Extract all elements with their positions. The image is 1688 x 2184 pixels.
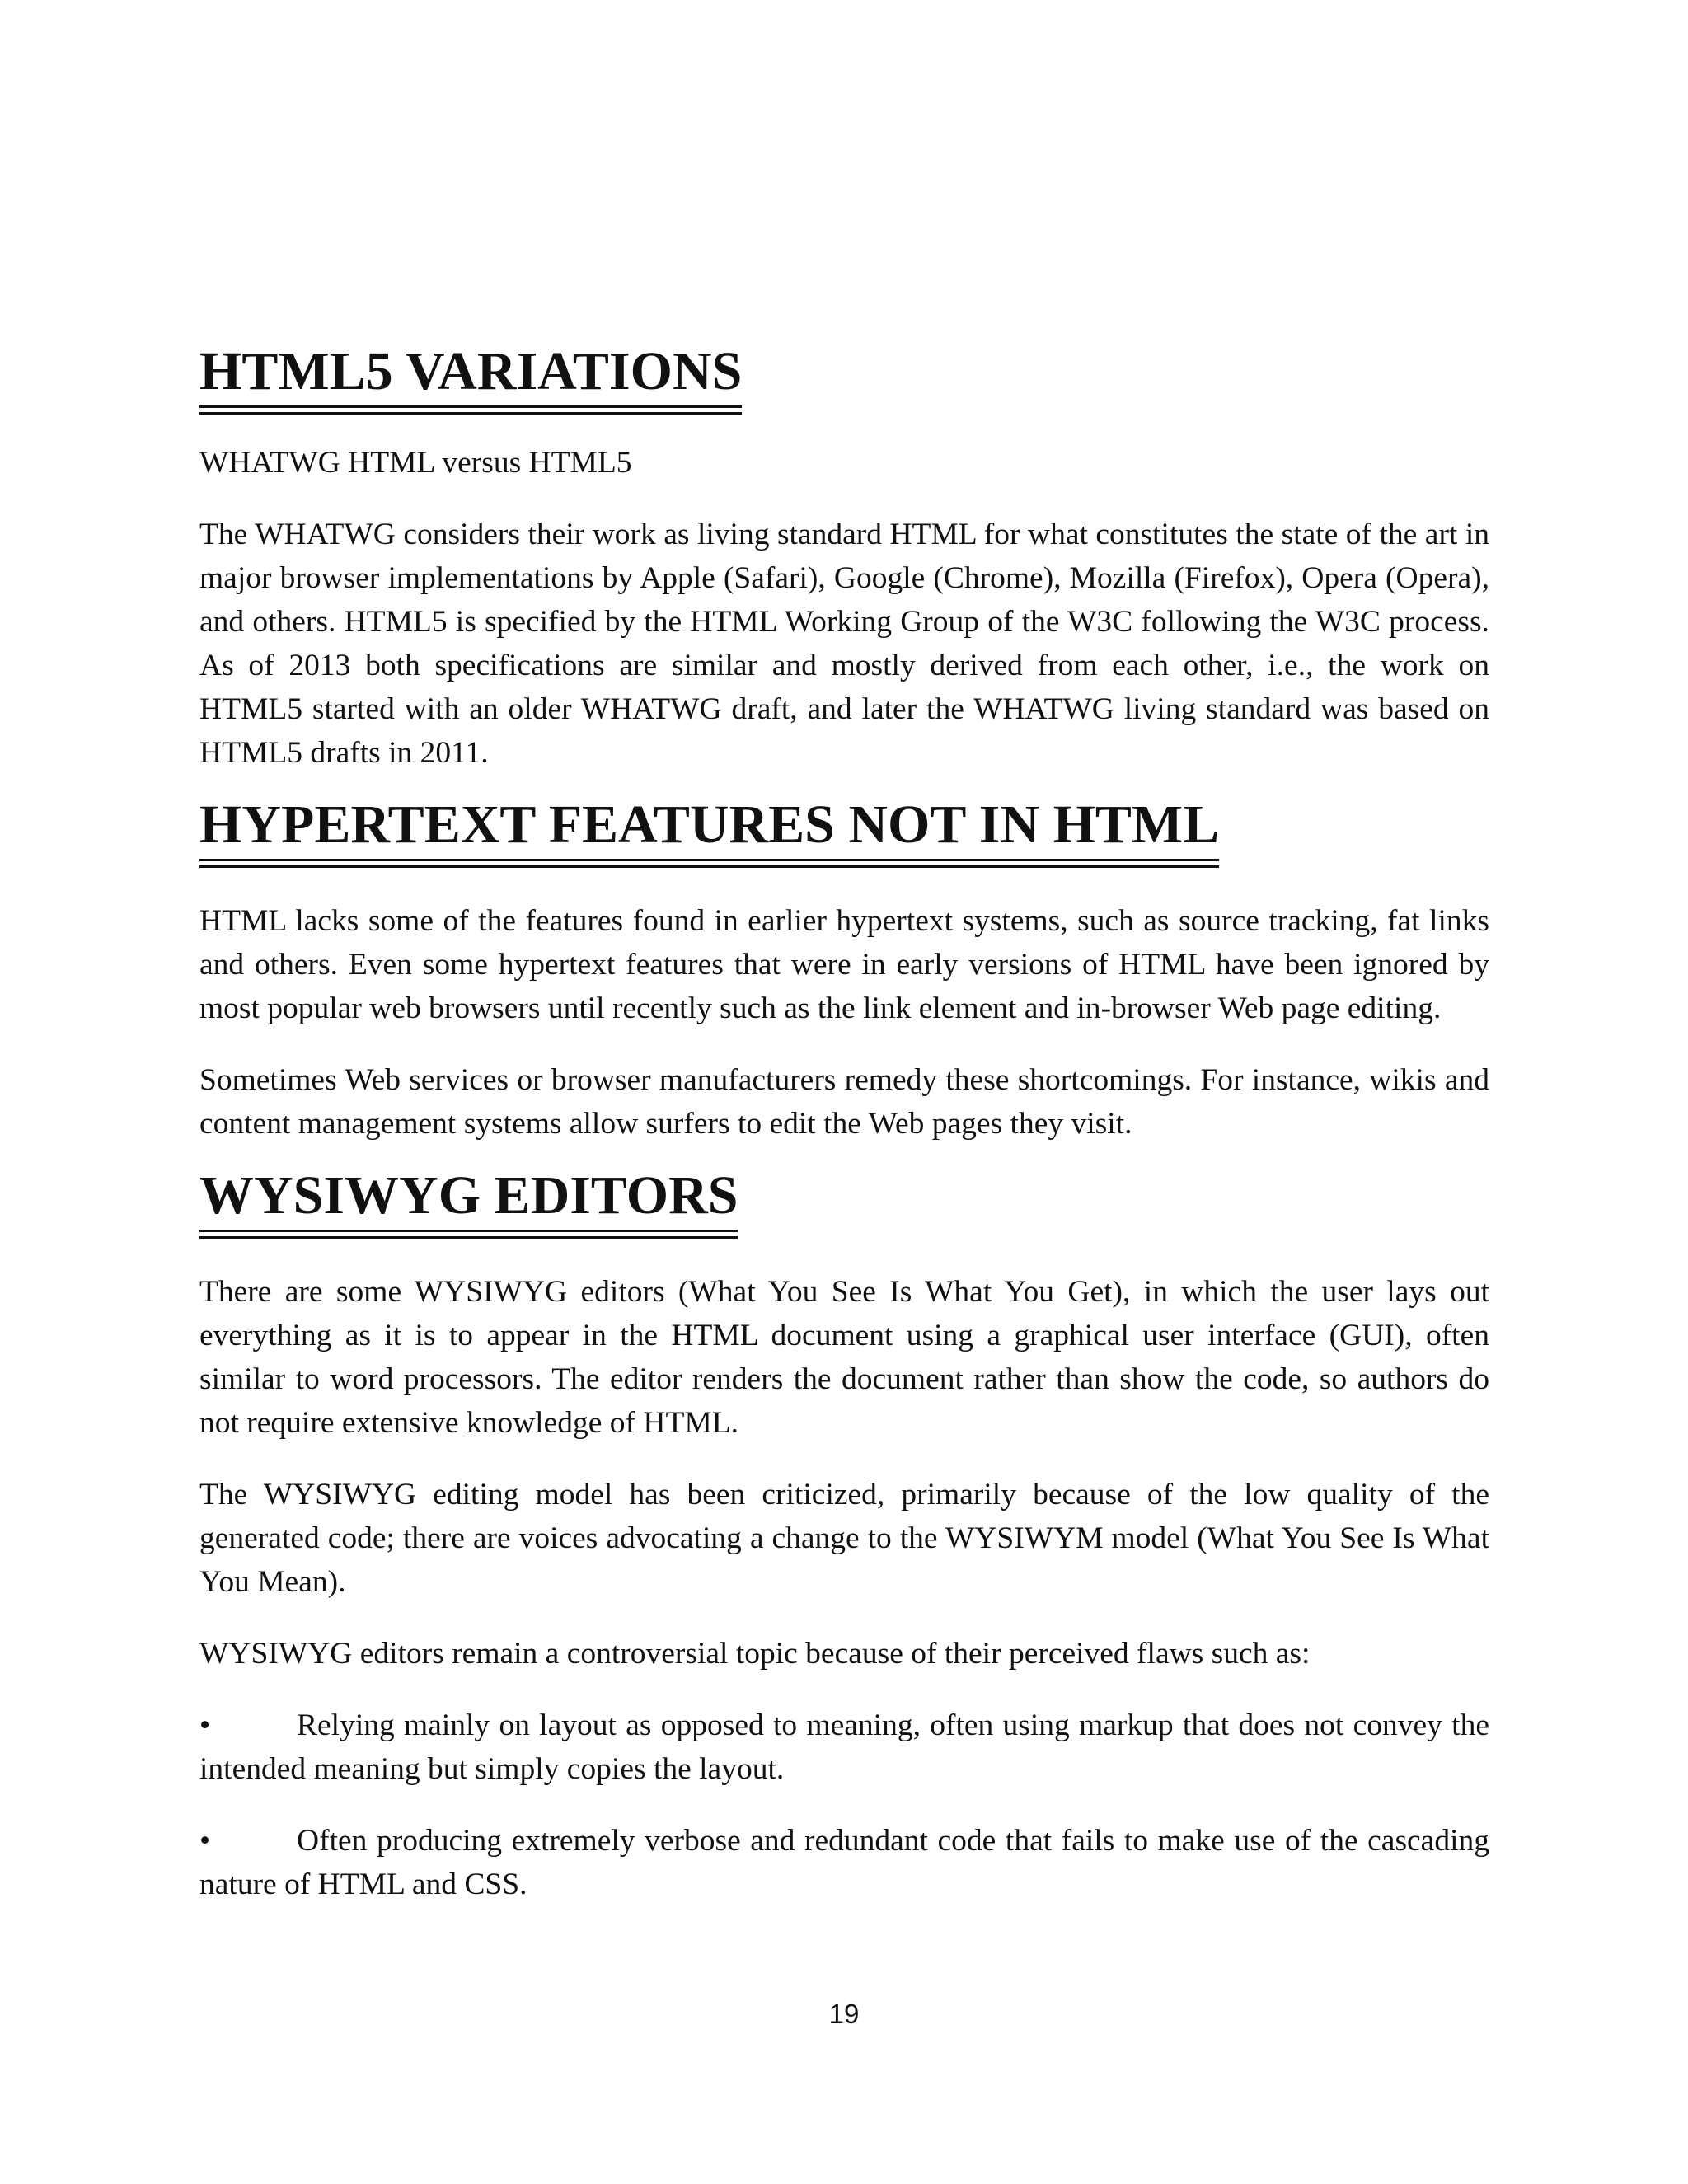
section-heading: HYPERTEXT FEATURES NOT IN HTML	[199, 793, 1219, 861]
body-paragraph: The WHATWG considers their work as living standard HTML for what constitutes the state of the art in major browser implementations by Apple (Safari), Google (Chrome), Mozilla (Firefox), Opera (Opera), and others. HTML5 is specified by the HTML Working Group of the W3C following the W3C process. As of 2013 both specifications are similar and mostly derived from each other, i.e., the work on HTML5 started with an older WHATWG draft, and later the WHATWG living standard was based on HTML5 drafts in 2011.	[199, 518, 1489, 770]
bullet-item	[199, 1819, 1489, 1906]
page-number: 19	[828, 1999, 860, 2029]
bullet-icon: •	[199, 1708, 211, 1742]
body-paragraph: The WYSIWYG editing model has been criticized, primarily because of the low quality of the generated code; there are voices advocating a change to the WYSIWYM model (What You See Is What You Mean).	[199, 1478, 1489, 1599]
bullet-icon: •	[199, 1824, 211, 1858]
body-paragraph: Sometimes Web services or browser manufacturers remedy these shortcomings. For instance, wikis and content management systems allow surfers to edit the Web pages they visit.	[199, 1063, 1489, 1141]
body-paragraph: HTML lacks some of the features found in earlier hypertext systems, such as source tracking, fat links and others. Even some hypertext features that were in early versions of HTML have been ignored by most popular web browsers until recently such as the link element and in-browser Web page editing.	[199, 904, 1489, 1025]
bullet-item	[199, 1704, 1489, 1791]
section-html5-variations	[199, 340, 1489, 408]
section-wysiwyg-editors	[199, 1164, 1489, 1232]
section-hypertext-features	[199, 793, 1489, 861]
section-heading: WYSIWYG EDITORS	[199, 1164, 738, 1232]
body-paragraph: There are some WYSIWYG editors (What You See Is What You Get), in which the user lays out everything as it is to appear in the HTML document using a graphical user interface (GUI), often similar to word processors. The editor renders the document rather than show the code, so authors do not require extensive knowledge of HTML.	[199, 1275, 1489, 1440]
bullet-text: Often producing extremely verbose and redundant code that fails to make use of the cascading nature of HTML and CSS.	[199, 1824, 1489, 1901]
body-paragraph: WYSIWYG editors remain a controversial topic because of their perceived flaws such as:	[199, 1637, 1311, 1671]
bullet-text: Relying mainly on layout as opposed to meaning, often using markup that does not convey the intended meaning but simply copies the layout.	[199, 1708, 1489, 1786]
section-subtitle: WHATWG HTML versus HTML5	[199, 446, 632, 480]
document-page	[199, 340, 1489, 1906]
section-heading: HTML5 VARIATIONS	[199, 340, 742, 408]
